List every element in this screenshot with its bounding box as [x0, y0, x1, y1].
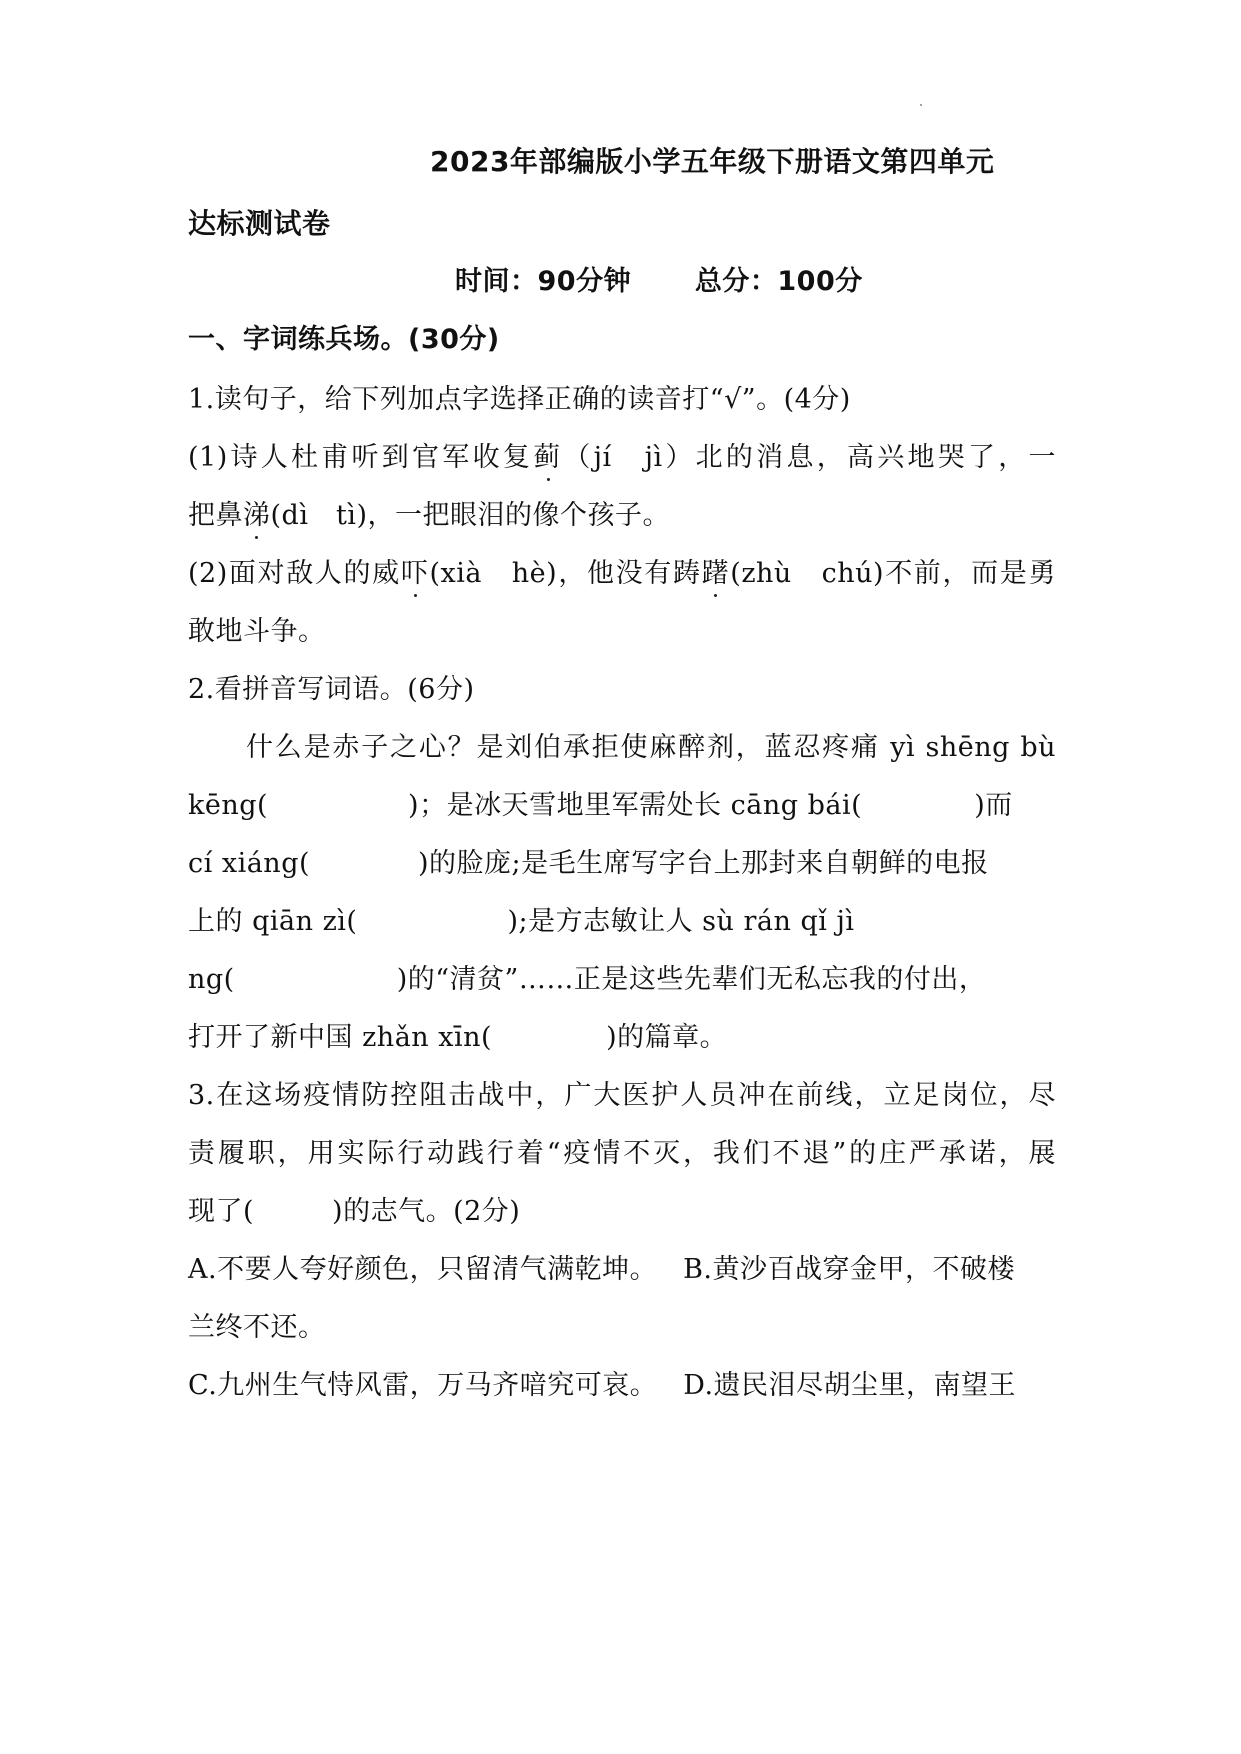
question-2-prompt: 2.看拼音写词语。(6分) [188, 674, 475, 705]
pinyin-text: 上的 qiān zì( [188, 906, 358, 937]
question-1-sentence-2-continued: 敢地斗争。 [188, 616, 326, 647]
question-2-paragraph-line-4 [188, 902, 855, 942]
pinyin-text: cí xiáng( [188, 848, 311, 879]
sentence-text: )；是冰天雪地里军需处长 cāng bái( [408, 790, 863, 821]
option-c[interactable]: C.九州生气恃风雷，万马齐喑究可哀。 [188, 1370, 658, 1401]
exam-total-score: 总分：100分 [694, 266, 863, 297]
exam-time: 时间：90分钟 [455, 266, 632, 297]
sentence-text: );是方志敏让人 sù rán qǐ jì [507, 906, 855, 937]
pinyin-text: kēng( [188, 790, 269, 821]
question-1-sentence-1-continued [188, 496, 670, 536]
sentence-text: (zhù chú)不前，而是勇 [730, 558, 1056, 589]
question-1-prompt: 1.读句子，给下列加点字选择正确的读音打“√”。(4分) [188, 384, 851, 415]
option-d[interactable]: D.遗民泪尽胡尘里，南望王 [683, 1370, 1017, 1401]
sentence-text: (1)诗人杜甫听到官军收复 [188, 442, 534, 473]
sentence-text: )而 [974, 790, 1013, 821]
option-b[interactable]: B.黄沙百战穿金甲，不破楼 [683, 1254, 1016, 1285]
sentence-text: 现了( [188, 1196, 255, 1227]
question-3-line-3 [188, 1192, 520, 1232]
dotted-character: 蓟 [533, 442, 564, 473]
section-heading: 一、字词练兵场。(30分) [188, 324, 500, 355]
sentence-text: (xià hè)，他没有踌 [429, 558, 702, 589]
scan-speck [920, 104, 922, 106]
question-1-sentence-1 [188, 438, 1056, 478]
dotted-character: 涕 [243, 500, 271, 531]
question-2-paragraph-line-1: 什么是赤子之心？是刘伯承拒使麻醉剂，蓝忍疼痛 yì shēng bù [246, 732, 1056, 763]
sentence-text: )的脸庞;是毛生席写字台上那封来自朝鲜的电报 [418, 848, 989, 879]
question-3-options-row-2 [188, 1366, 1016, 1406]
question-3-line-1: 3.在这场疫情防控阻击战中，广大医护人员冲在前线，立足岗位，尽 [188, 1080, 1056, 1111]
sentence-text: )的“清贫”……正是这些先辈们无私忘我的付出， [396, 964, 987, 995]
exam-info [455, 262, 863, 302]
question-2-paragraph-line-2 [188, 786, 1013, 826]
pinyin-text: ng( [188, 964, 235, 995]
dotted-character: 吓 [400, 558, 430, 589]
page-title: 2023年部编版小学五年级下册语文第四单元 [430, 145, 995, 178]
sentence-text: 把鼻 [188, 500, 243, 531]
option-b-continued: 兰终不还。 [188, 1312, 326, 1343]
dotted-character: 躇 [701, 558, 731, 589]
sentence-text: )的篇章。 [606, 1022, 728, 1053]
sentence-text: )的志气。(2分) [332, 1196, 521, 1227]
page-title-continued: 达标测试卷 [188, 207, 331, 240]
question-1-sentence-2 [188, 554, 1056, 594]
question-3-options-row-1 [188, 1250, 1015, 1290]
sentence-text: (dì tì)，一把眼泪的像个孩子。 [270, 500, 670, 531]
question-3-line-2: 责履职，用实际行动践行着“疫情不灭，我们不退”的庄严承诺，展 [188, 1138, 1056, 1169]
question-2-paragraph-line-5 [188, 960, 986, 1000]
pinyin-text: 打开了新中国 zhǎn xīn( [188, 1022, 493, 1053]
option-a[interactable]: A.不要人夸好颜色，只留清气满乾坤。 [188, 1254, 658, 1285]
question-2-paragraph-line-6 [188, 1018, 727, 1058]
sentence-text: (2)面对敌人的威 [188, 558, 401, 589]
question-2-paragraph-line-3 [188, 844, 989, 884]
sentence-text: （jí jì）北的消息，高兴地哭了，一 [563, 442, 1057, 473]
